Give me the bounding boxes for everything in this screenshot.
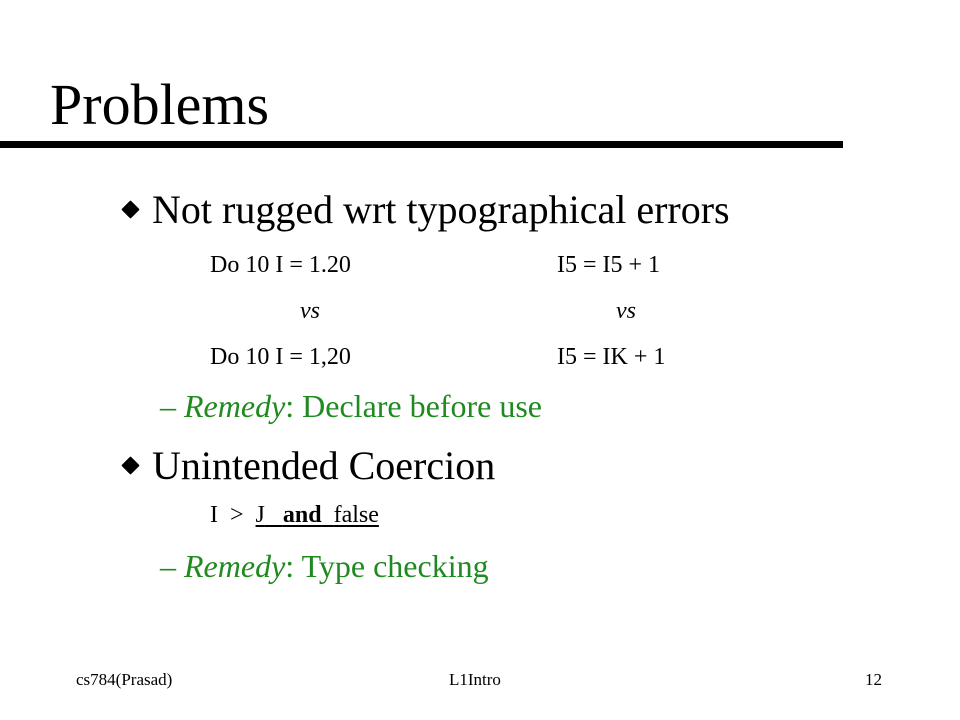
remedy-1-dash: – bbox=[160, 388, 176, 424]
expr-j: J bbox=[255, 502, 265, 528]
footer-deck-name: L1Intro bbox=[449, 670, 501, 689]
expr-gt: > bbox=[230, 502, 244, 528]
code-row1-left: Do 10 I = 1.20 bbox=[210, 252, 351, 278]
diamond-bullet-icon bbox=[121, 200, 139, 218]
expr-i: I bbox=[210, 502, 218, 528]
footer-course: cs784(Prasad) bbox=[76, 670, 173, 689]
code-row2-right: I5 = IK + 1 bbox=[557, 344, 666, 370]
remedy-2-text: : Type checking bbox=[285, 548, 489, 584]
remedy-2-dash: – bbox=[160, 548, 176, 584]
bullet-2-text: Unintended Coercion bbox=[152, 443, 496, 488]
diamond-bullet-icon bbox=[121, 456, 139, 474]
coercion-expression bbox=[210, 500, 379, 530]
expr-false: false bbox=[333, 502, 379, 528]
expr-and: and bbox=[282, 502, 322, 528]
bullet-1-text: Not rugged wrt typographical errors bbox=[152, 187, 730, 232]
remedy-1-label: Remedy bbox=[184, 388, 286, 424]
remedy-1 bbox=[160, 386, 542, 426]
remedy-1-text: : Declare before use bbox=[285, 388, 542, 424]
code-row1-right: I5 = I5 + 1 bbox=[557, 252, 661, 278]
expr-underlined bbox=[256, 502, 379, 528]
code-vs-left: vs bbox=[300, 298, 320, 324]
footer-page-number: 12 bbox=[865, 670, 882, 689]
code-row2-left: Do 10 I = 1,20 bbox=[210, 344, 351, 370]
code-vs-right: vs bbox=[616, 298, 636, 324]
remedy-2-label: Remedy bbox=[184, 548, 286, 584]
title-underline bbox=[0, 141, 843, 148]
remedy-2 bbox=[160, 546, 489, 586]
slide-title: Problems bbox=[50, 72, 270, 137]
